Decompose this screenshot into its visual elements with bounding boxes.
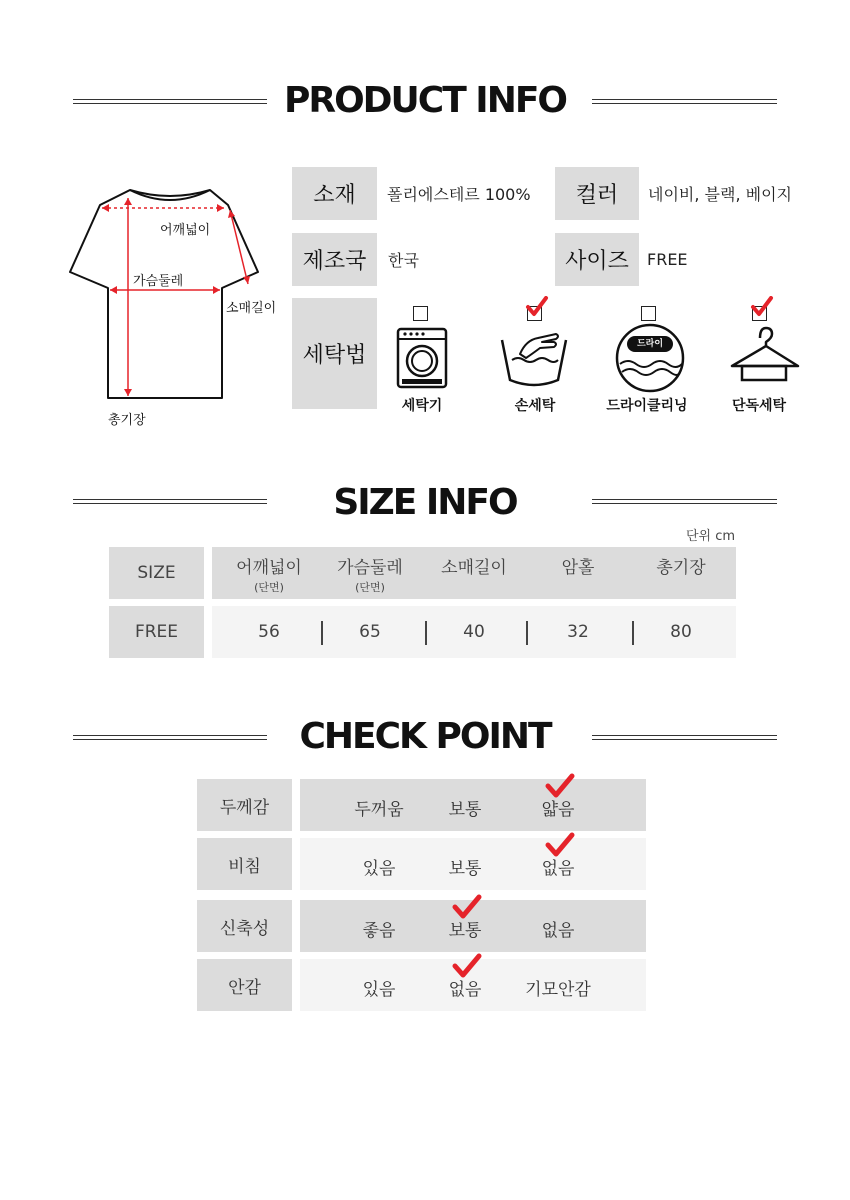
header-length: 총기장 [656,557,706,578]
header-shoulder-sub: (단면) [254,581,284,594]
hand-wash-icon [498,330,570,390]
size-row-label: FREE [109,606,204,658]
unit-label: 단위 cm [686,529,736,544]
origin-label: 제조국 [292,233,377,286]
dry-clean-badge: 드라이 [627,336,673,352]
check-point-option[interactable]: 얇음 [541,800,575,820]
check-point-option[interactable]: 있음 [362,980,396,1000]
solo-wash-check-icon [750,296,774,318]
selected-check-icon [544,773,576,799]
selected-check-icon [544,832,576,858]
header-armhole: 암홀 [561,557,595,578]
check-point-option[interactable]: 두꺼움 [354,800,404,820]
wash-option-label: 드라이클리닝 [606,398,688,414]
header-chest [320,553,420,577]
color-label: 컬러 [555,167,639,220]
selected-check-icon [451,894,483,920]
header-chest-sub: (단면) [355,581,385,594]
value-length: 80 [670,622,692,642]
value-armhole: 32 [567,622,589,642]
check-point-option[interactable]: 보통 [448,921,482,941]
length-label: 총기장 [108,413,146,428]
material-value: 폴리에스테르 100% [387,185,531,204]
origin-value: 한국 [388,251,419,270]
size-info-title: SIZE INFO [333,482,517,523]
color-value: 네이비, 블랙, 베이지 [648,185,792,204]
check-point-option[interactable]: 좋음 [362,921,396,941]
hanger-icon [728,324,800,384]
size-header-cell: SIZE [109,547,204,599]
header-chest-text: 가슴둘레 [337,557,403,578]
value-chest: 65 [359,622,381,642]
size-value: FREE [647,250,688,269]
material-label: 소재 [292,167,377,220]
size-label: 사이즈 [555,233,639,286]
selected-check-icon [451,953,483,979]
check-point-option[interactable]: 없음 [541,921,575,941]
wash-option-label: 단독세탁 [731,398,787,414]
value-shoulder: 56 [258,622,280,642]
header-sleeve: 소매길이 [441,557,507,578]
check-point-option[interactable]: 보통 [448,859,482,879]
check-point-label: 신축성 [197,900,292,952]
check-point-option[interactable]: 기모안감 [525,980,591,1000]
dry-clean-checkbox[interactable] [641,306,656,321]
check-point-title: CHECK POINT [299,716,551,757]
dry-clean-icon [614,322,686,394]
value-sleeve: 40 [463,622,485,642]
check-point-option[interactable]: 없음 [541,859,575,879]
check-point-option[interactable]: 있음 [362,859,396,879]
wash-option-label: 세탁기 [401,398,443,414]
product-info-title: PRODUCT INFO [283,80,567,121]
sleeve-label: 소매길이 [226,301,277,316]
check-point-option[interactable]: 보통 [448,800,482,820]
check-point-label: 비침 [197,838,292,890]
check-point-option[interactable]: 없음 [448,980,482,1000]
hand-wash-check-icon [525,296,549,318]
header-shoulder-text: 어깨넓이 [236,557,302,578]
wash-label: 세탁법 [292,298,377,409]
check-point-label: 안감 [197,959,292,1011]
wash-option-label: 손세탁 [514,398,556,414]
check-point-label: 두께감 [197,779,292,831]
washing-machine-checkbox[interactable] [413,306,428,321]
shoulder-label: 어깨넓이 [160,223,211,238]
washing-machine-icon [396,327,448,389]
header-shoulder [219,553,319,577]
chest-label: 가슴둘레 [133,274,184,289]
